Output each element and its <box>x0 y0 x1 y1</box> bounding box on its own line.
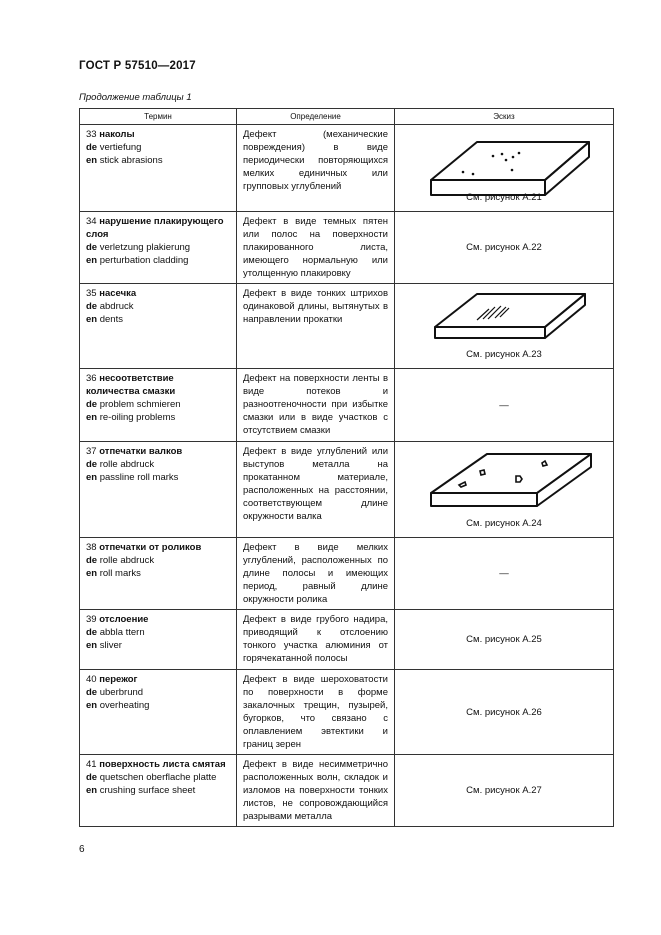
column-header-sketch: Эскиз <box>395 109 614 125</box>
table-row <box>80 610 614 670</box>
term-ru: наколы <box>99 129 135 140</box>
term-en: stick abrasions <box>99 155 163 166</box>
lang-de-label: de <box>86 627 98 638</box>
lang-de-label: de <box>86 687 98 698</box>
term-cell <box>80 442 237 538</box>
sketch-cell <box>395 442 614 538</box>
table-row <box>80 212 614 284</box>
lang-de-label: de <box>86 772 98 783</box>
table-row <box>80 538 614 610</box>
term-number: 41 <box>86 759 97 770</box>
lang-en-label: en <box>86 412 98 423</box>
term-ru: отпечатки валков <box>99 446 183 457</box>
lang-de-label: de <box>86 459 98 470</box>
term-number: 33 <box>86 129 97 140</box>
lang-en-label: en <box>86 472 98 483</box>
definition-cell: Дефект (механические повреждения) в виде периодически повторяющихся мелких единичных или групповых углублений <box>237 125 395 212</box>
term-en: passline roll marks <box>99 472 179 483</box>
term-de: quetschen oberflache platte <box>99 772 217 783</box>
term-number: 38 <box>86 542 97 553</box>
term-de: rolle abdruck <box>99 459 155 470</box>
term-en: re-oiling problems <box>99 412 176 423</box>
term-cell <box>80 125 237 212</box>
term-en: perturbation cladding <box>99 255 189 266</box>
lang-en-label: en <box>86 640 98 651</box>
term-number: 35 <box>86 288 97 299</box>
term-en: crushing surface sheet <box>99 785 196 796</box>
definition-cell: Дефект на поверхности ленты в виде потеков и разноотгеночности при избытке смазки или в виде участков с отсутствием смазки <box>237 369 395 442</box>
column-header-definition: Определение <box>237 109 395 125</box>
term-ru: отслоение <box>99 614 149 625</box>
lang-de-label: de <box>86 142 98 153</box>
term-ru: отпечатки от роликов <box>99 542 202 553</box>
term-en: overheating <box>99 700 150 711</box>
definition-cell: Дефект в виде темных пятен или полос на поверхности плакированного листа, имеющего нормальную или утолщенную плакировку <box>237 212 395 284</box>
lang-en-label: en <box>86 255 98 266</box>
term-de: vertiefung <box>99 142 142 153</box>
term-en: dents <box>99 314 123 325</box>
lang-en-label: en <box>86 568 98 579</box>
figure-reference: См. рисунок А.25 <box>395 610 614 670</box>
definition-cell: Дефект в виде углублений или выступов металла на прокатанном материале, расположенных на расстоянии, соответствующем длине окружности валка <box>237 442 395 538</box>
term-number: 36 <box>86 373 97 384</box>
definition-cell: Дефект в виде шероховатости по поверхности в форме закалочных трещин, пузырей, бугорков, что связано с оплавлением эвтектики и границ зерен <box>237 670 395 755</box>
term-number: 39 <box>86 614 97 625</box>
term-de: abdruck <box>99 301 134 312</box>
term-ru: насечка <box>99 288 137 299</box>
lang-de-label: de <box>86 399 98 410</box>
term-number: 37 <box>86 446 97 457</box>
sketch-cell <box>395 125 614 212</box>
term-ru: поверхность листа смятая <box>99 759 226 770</box>
term-number: 40 <box>86 674 97 685</box>
definition-cell: Дефект в виде грубого надира, приводящий к отслоению тонкого участка алюминия от горячекатанной полосы <box>237 610 395 670</box>
term-cell <box>80 670 237 755</box>
standard-number: ГОСТ Р 57510—2017 <box>79 60 196 72</box>
term-ru: несоответствие количества смазки <box>86 373 176 397</box>
definition-cell: Дефект в виде мелких углублений, расположенных по длине полосы и имеющих период, равный длине окружности ролика <box>237 538 395 610</box>
term-cell <box>80 284 237 369</box>
term-en: roll marks <box>99 568 141 579</box>
figure-reference: См. рисунок А.21 <box>466 192 542 203</box>
term-de: uberbrund <box>99 687 144 698</box>
terms-table <box>79 108 614 827</box>
term-cell <box>80 369 237 442</box>
lang-de-label: de <box>86 242 98 253</box>
table-row <box>80 284 614 369</box>
figure-reference: См. рисунок А.23 <box>466 349 542 360</box>
lang-en-label: en <box>86 314 98 325</box>
figure-reference: См. рисунок А.27 <box>395 755 614 827</box>
table-row <box>80 755 614 827</box>
figure-reference: — <box>395 538 614 610</box>
definition-cell: Дефект в виде несимметрично расположенных волн, складок и изломов на поверхности тонких листов, не сопровождающийся разрывами металла <box>237 755 395 827</box>
table-row <box>80 670 614 755</box>
term-cell <box>80 212 237 284</box>
term-de: verletzung plakierung <box>99 242 191 253</box>
term-ru: пережог <box>99 674 138 685</box>
term-de: rolle abdruck <box>99 555 155 566</box>
definition-cell: Дефект в виде тонких штрихов одинаковой длины, вытянутых в направлении прокатки <box>237 284 395 369</box>
table-header-row <box>80 109 614 125</box>
lang-en-label: en <box>86 700 98 711</box>
lang-de-label: de <box>86 555 98 566</box>
term-cell <box>80 538 237 610</box>
page-number: 6 <box>79 844 85 855</box>
table-continuation-caption: Продолжение таблицы 1 <box>79 92 192 103</box>
term-de: problem schmieren <box>99 399 181 410</box>
term-en: sliver <box>99 640 122 651</box>
term-ru: нарушение плакирующего слоя <box>86 216 224 240</box>
term-number: 34 <box>86 216 97 227</box>
lang-de-label: de <box>86 301 98 312</box>
term-cell <box>80 755 237 827</box>
table-row <box>80 125 614 212</box>
term-de: abbla ttern <box>99 627 145 638</box>
sketch-cell <box>395 284 614 369</box>
column-header-term: Термин <box>80 109 237 125</box>
figure-reference: См. рисунок А.24 <box>466 518 542 529</box>
table-row <box>80 369 614 442</box>
table-row <box>80 442 614 538</box>
figure-reference: См. рисунок А.26 <box>395 670 614 755</box>
figure-reference: — <box>395 369 614 442</box>
term-cell <box>80 610 237 670</box>
figure-reference: См. рисунок А.22 <box>395 212 614 284</box>
lang-en-label: en <box>86 785 98 796</box>
lang-en-label: en <box>86 155 98 166</box>
